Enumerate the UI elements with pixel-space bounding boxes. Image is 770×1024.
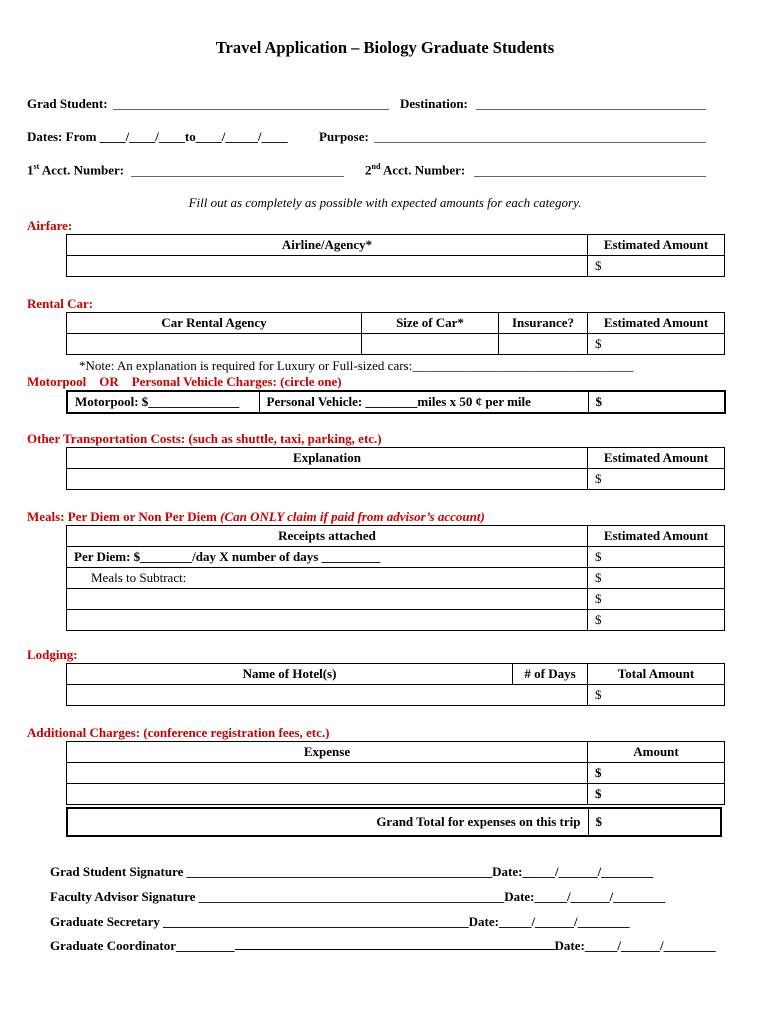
per-diem-amount-input[interactable]: $ xyxy=(588,547,725,568)
meals-subtract-amount-input[interactable]: $ xyxy=(588,568,725,589)
other-transport-amount-input[interactable]: $ xyxy=(588,469,725,490)
meals-row-amount-input[interactable]: $ xyxy=(588,589,725,610)
grand-total-amount-input[interactable]: $ xyxy=(588,808,721,836)
airfare-table xyxy=(66,234,725,277)
airfare-heading: Airfare: xyxy=(27,218,73,233)
graduate-secretary-signature[interactable]: Graduate Secretary _______________________________________________Date:_____/______/________ xyxy=(50,914,630,929)
graduate-coordinator-signature[interactable]: Graduate Coordinator_________ Date:_____/______/________ xyxy=(50,938,716,953)
rental-table xyxy=(66,312,725,355)
additional-expense-input[interactable] xyxy=(67,784,588,805)
grand-total-label: Grand Total for expenses on this trip xyxy=(67,808,588,836)
other-transport-table xyxy=(66,447,725,490)
meals-table xyxy=(66,525,725,631)
lodging-amount-input[interactable]: $ xyxy=(588,685,725,706)
acct2-label: 2nd Acct. Number: xyxy=(365,162,466,178)
other-transport-heading: Other Transportation Costs: (such as shuttle, taxi, parking, etc.) xyxy=(27,431,382,446)
meals-col-receipts: Receipts attached xyxy=(67,526,588,547)
meals-row-amount-input[interactable]: $ xyxy=(588,610,725,631)
additional-heading: Additional Charges: (conference registration fees, etc.) xyxy=(27,725,330,740)
lodging-col-total: Total Amount xyxy=(588,664,725,685)
destination-label: Destination: xyxy=(400,96,468,111)
airfare-col-agency: Airline/Agency* xyxy=(67,235,588,256)
motorpool-table xyxy=(66,390,726,414)
acct1-label: 1st Acct. Number: xyxy=(27,162,125,178)
personal-vehicle-option[interactable]: Personal Vehicle: ________miles x 50 ¢ per mile xyxy=(259,391,588,413)
grad-student-label: Grad Student: xyxy=(27,96,108,111)
per-diem-input[interactable]: Per Diem: $________/day X number of days _________ xyxy=(67,547,588,568)
rental-amount-input[interactable]: $ xyxy=(588,334,725,355)
lodging-table xyxy=(66,663,725,706)
rental-note: *Note: An explanation is required for Luxury or Full-sized cars:__________________________________ xyxy=(79,358,634,373)
meals-row-input[interactable] xyxy=(67,610,588,631)
meals-col-amount: Estimated Amount xyxy=(588,526,725,547)
instructions: Fill out as completely as possible with expected amounts for each category. xyxy=(188,195,582,210)
grad-student-signature[interactable]: Grad Student Signature _______________________________________________Date:_____/______/________ xyxy=(50,864,654,879)
rental-col-insurance: Insurance? xyxy=(499,313,588,334)
airfare-agency-input[interactable] xyxy=(67,256,588,277)
dates-field[interactable]: Dates: From ____/____/____to____/_____/____ xyxy=(27,129,288,144)
other-transport-explanation-input[interactable] xyxy=(67,469,588,490)
acct2-field[interactable] xyxy=(474,176,706,177)
other-transport-col-explanation: Explanation xyxy=(67,448,588,469)
additional-col-amount: Amount xyxy=(588,742,725,763)
rental-size-input[interactable] xyxy=(362,334,499,355)
airfare-col-amount: Estimated Amount xyxy=(588,235,725,256)
other-transport-col-amount: Estimated Amount xyxy=(588,448,725,469)
meals-heading: Meals: Per Diem or Non Per Diem (Can ONLY claim if paid from advisor’s account) xyxy=(27,509,485,524)
additional-col-expense: Expense xyxy=(67,742,588,763)
rental-col-agency: Car Rental Agency xyxy=(67,313,362,334)
lodging-col-days: # of Days xyxy=(513,664,588,685)
motorpool-amount-input[interactable]: $ xyxy=(588,391,725,413)
lodging-hotel-input[interactable] xyxy=(67,685,588,706)
additional-table xyxy=(66,741,725,805)
purpose-field[interactable] xyxy=(374,142,706,143)
lodging-col-hotel: Name of Hotel(s) xyxy=(67,664,513,685)
motorpool-heading: Motorpool OR Personal Vehicle Charges: (circle one) xyxy=(27,374,342,389)
destination-field[interactable] xyxy=(476,109,706,110)
rental-col-amount: Estimated Amount xyxy=(588,313,725,334)
rental-insurance-input[interactable] xyxy=(499,334,588,355)
lodging-heading: Lodging: xyxy=(27,647,78,662)
rental-col-size: Size of Car* xyxy=(362,313,499,334)
meals-subtract-input[interactable]: Meals to Subtract: xyxy=(67,568,588,589)
faculty-advisor-signature[interactable]: Faculty Advisor Signature _______________________________________________Date:_____/______/________ xyxy=(50,889,666,904)
page-title: Travel Application – Biology Graduate Students xyxy=(215,38,555,57)
additional-amount-input[interactable]: $ xyxy=(588,784,725,805)
acct1-field[interactable] xyxy=(131,176,344,177)
purpose-label: Purpose: xyxy=(319,129,369,144)
grad-student-field[interactable] xyxy=(113,109,389,110)
motorpool-option[interactable]: Motorpool: $______________ xyxy=(67,391,259,413)
rental-heading: Rental Car: xyxy=(27,296,94,311)
rental-agency-input[interactable] xyxy=(67,334,362,355)
meals-row-input[interactable] xyxy=(67,589,588,610)
grand-total-table xyxy=(66,807,722,837)
additional-amount-input[interactable]: $ xyxy=(588,763,725,784)
additional-expense-input[interactable] xyxy=(67,763,588,784)
airfare-amount-input[interactable]: $ xyxy=(588,256,725,277)
